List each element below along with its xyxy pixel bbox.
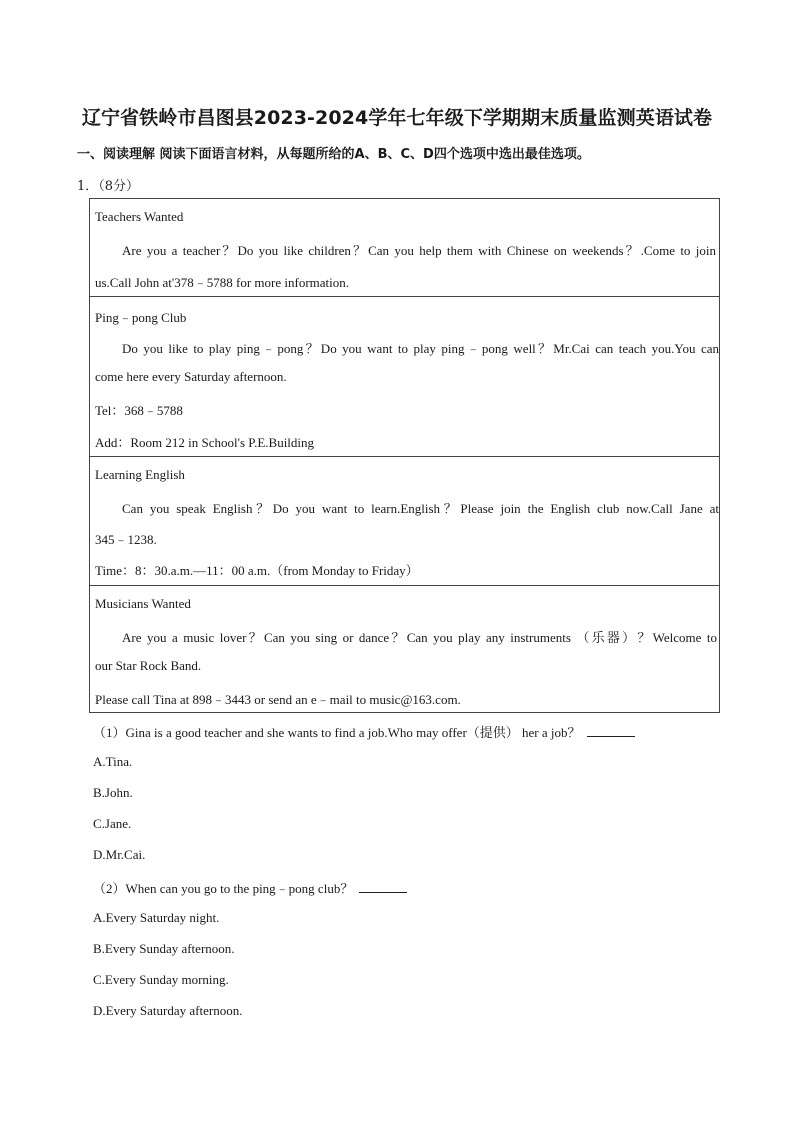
question-text: （2）When can you go to the ping﹣pong club？ bbox=[93, 881, 354, 896]
ad-heading: Learning English bbox=[95, 467, 185, 482]
question-text: （1）Gina is a good teacher and she wants to find a job.Who may offer（提供） her a job？ bbox=[93, 725, 581, 740]
ads-table bbox=[89, 198, 720, 713]
ad-body-line: Can you speak English？Do you want to learn.English？Please join the English club now.Call Jane at bbox=[122, 501, 719, 516]
ad-learning-english bbox=[90, 456, 719, 586]
option-c[interactable]: C.Every Sunday morning. bbox=[93, 972, 229, 987]
option-a[interactable]: A.Every Saturday night. bbox=[93, 910, 220, 925]
ad-heading: Ping﹣pong Club bbox=[95, 310, 187, 325]
option-d[interactable]: D.Mr.Cai. bbox=[93, 847, 146, 862]
ad-heading: Musicians Wanted bbox=[95, 596, 191, 611]
ad-ping-pong-club bbox=[90, 296, 719, 457]
option-b[interactable]: B.Every Sunday afternoon. bbox=[93, 941, 235, 956]
ad-body-line: Do you like to play ping﹣pong？Do you want to play ping﹣pong well？Mr.Cai can teach you.You can bbox=[122, 341, 719, 356]
question-stem bbox=[93, 722, 635, 741]
answer-blank[interactable] bbox=[587, 724, 635, 737]
option-d[interactable]: D.Every Saturday afternoon. bbox=[93, 1003, 243, 1018]
option-a[interactable]: A.Tina. bbox=[93, 754, 133, 769]
ad-body-line: 345﹣1238. bbox=[95, 532, 157, 547]
question-stem bbox=[93, 878, 407, 897]
ad-body-line: us.Call John at'378﹣5788 for more information. bbox=[95, 275, 350, 290]
answer-blank[interactable] bbox=[359, 880, 407, 893]
ad-body-line: our Star Rock Band. bbox=[95, 658, 202, 673]
option-c[interactable]: C.Jane. bbox=[93, 816, 132, 831]
ad-body-line: Are you a music lover？Can you sing or dance？Can you play any instruments （乐器）？Welcome to bbox=[122, 630, 717, 645]
ad-body-line: Are you a teacher？Do you like children？Can you help them with Chinese on weekends？.Come to join bbox=[122, 243, 716, 258]
option-b[interactable]: B.John. bbox=[93, 785, 133, 800]
section-heading: 一、阅读理解 阅读下面语言材料，从每题所给的A、B、C、D四个选项中选出最佳选项。 bbox=[77, 147, 590, 162]
ad-contact: Please call Tina at 898﹣3443 or send an e﹣mail to music@163.com. bbox=[95, 692, 461, 707]
ad-tel: Tel：368﹣5788 bbox=[95, 403, 183, 418]
ad-heading: Teachers Wanted bbox=[95, 209, 184, 224]
ad-musicians-wanted bbox=[90, 585, 719, 714]
ad-body-line: come here every Saturday afternoon. bbox=[95, 369, 287, 384]
question-number: 1．（8分） bbox=[77, 179, 140, 194]
ad-address: Add：Room 212 in School's P.E.Building bbox=[95, 435, 315, 450]
page-title: 辽宁省铁岭市昌图县2023-2024学年七年级下学期期末质量监测英语试卷 bbox=[81, 107, 713, 129]
ad-teachers-wanted bbox=[90, 199, 719, 296]
ad-time: Time：8：30.a.m.—11：00 a.m.（from Monday to Friday） bbox=[95, 563, 419, 578]
